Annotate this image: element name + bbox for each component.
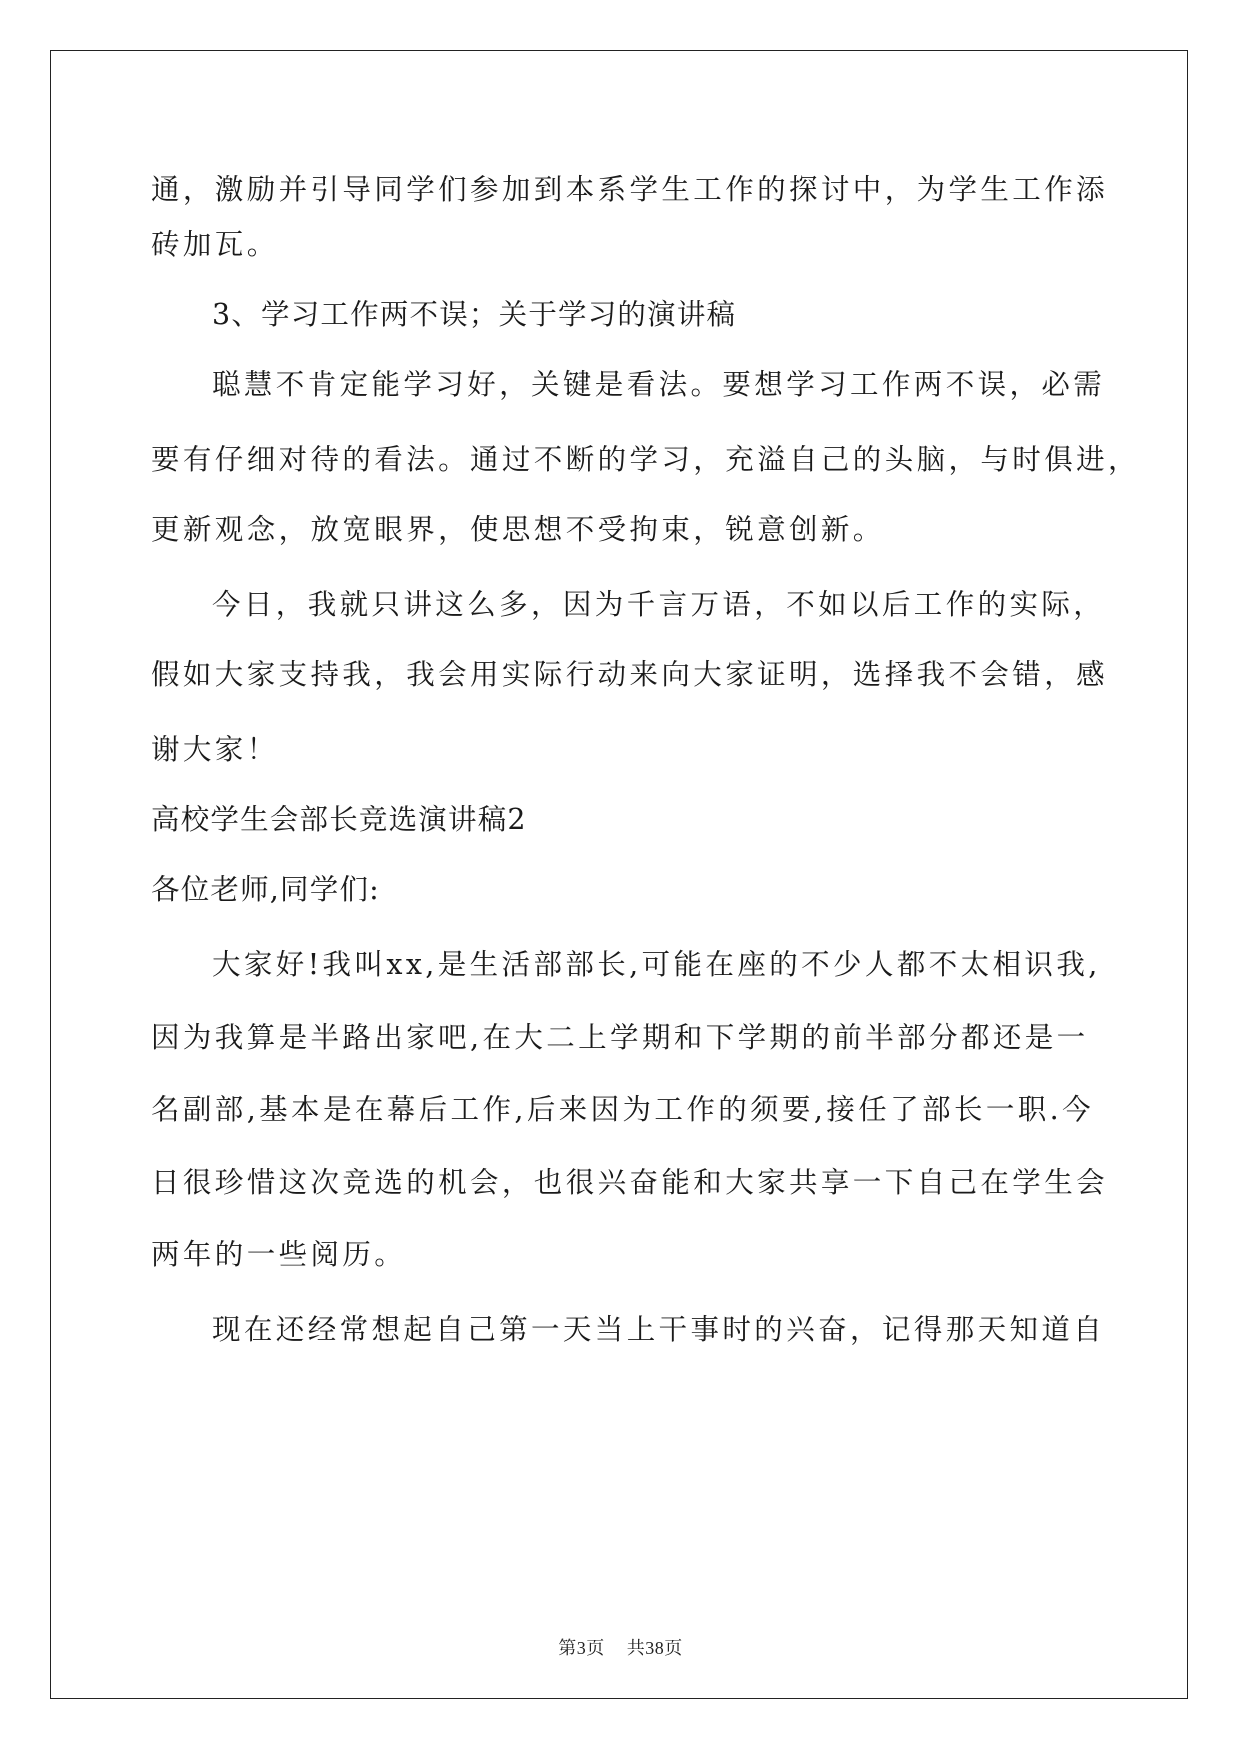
page-number: 第3页 [558,1638,605,1658]
body-line: 现在还经常想起自己第一天当上干事时的兴奋，记得那天知道自 [212,1313,1106,1346]
body-line: 名副部,基本是在幕后工作,后来因为工作的须要,接任了部长一职.今 [151,1093,1095,1126]
page-footer [0,1634,1241,1660]
body-line: 日很珍惜这次竞选的机会，也很兴奋能和大家共享一下自己在学生会 [151,1166,1109,1199]
document-title: 高校学生会部长竞选演讲稿2 [151,803,527,836]
body-line: 大家好!我叫xx,是生活部部长,可能在座的不少人都不太相识我, [212,948,1101,981]
body-line: 谢大家！ [151,733,279,766]
body-line: 要有仔细对待的看法。通过不断的学习，充溢自己的头脑，与时俱进， [151,443,1140,476]
body-line: 更新观念，放宽眼界，使思想不受拘束，锐意创新。 [151,513,885,546]
body-line: 聪慧不肯定能学习好，关键是看法。要想学习工作两不误，必需 [212,368,1106,401]
page-total: 共38页 [626,1638,683,1658]
body-line: 两年的一些阅历。 [151,1238,407,1271]
salutation: 各位老师,同学们: [151,873,380,906]
body-line: 砖加瓦。 [151,228,279,261]
body-line: 因为我算是半路出家吧,在大二上学期和下学期的前半部分都还是一 [151,1021,1089,1054]
body-line: 今日，我就只讲这么多，因为千言万语，不如以后工作的实际， [212,588,1106,621]
section-heading: 3、学习工作两不误；关于学习的演讲稿 [212,298,737,331]
body-line: 通，激励并引导同学们参加到本系学生工作的探讨中，为学生工作添 [151,173,1109,206]
body-line: 假如大家支持我，我会用实际行动来向大家证明，选择我不会错，感 [151,658,1109,691]
